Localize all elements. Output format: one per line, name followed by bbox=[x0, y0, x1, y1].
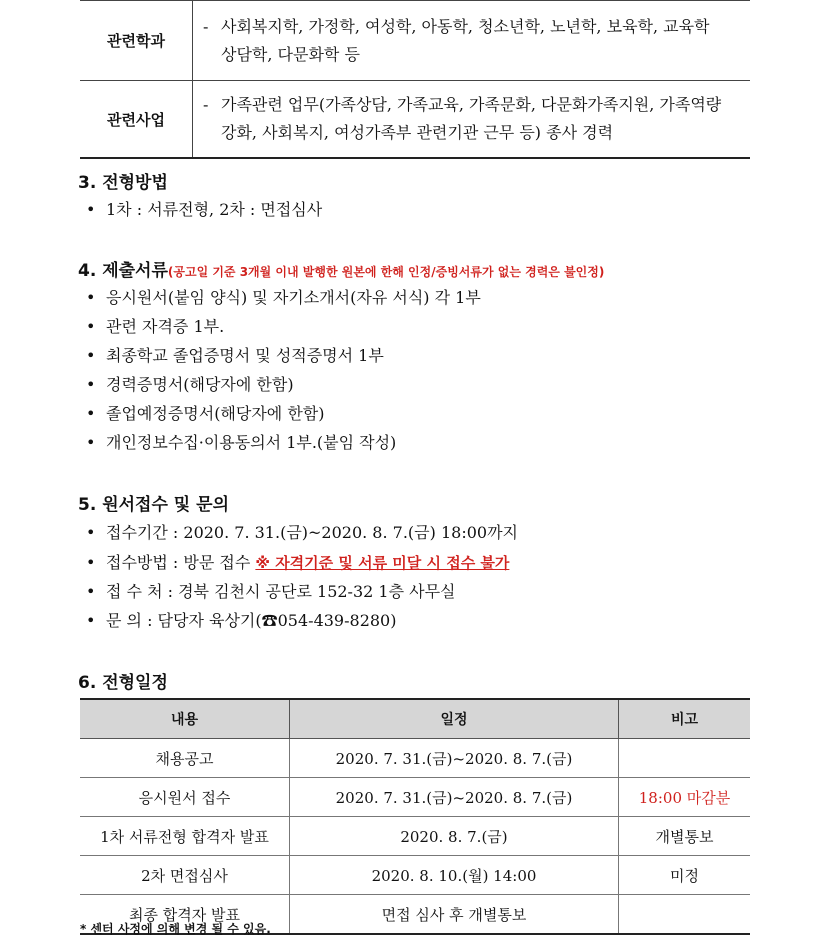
list-item-period: • 접수기간 : 2020. 7. 31.(금)~2020. 8. 7.(금) 18:00까지 bbox=[86, 523, 518, 542]
table-row bbox=[80, 739, 750, 778]
schedule-table bbox=[80, 698, 750, 935]
list-item: • 최종학교 졸업증명서 및 성적증명서 1부 bbox=[86, 346, 384, 365]
bullet-icon: • bbox=[86, 375, 96, 394]
bullet-icon: • bbox=[86, 553, 96, 572]
content-line bbox=[203, 91, 740, 119]
table-cell bbox=[619, 895, 751, 935]
table-cell: 미정 bbox=[619, 856, 751, 895]
content-line bbox=[203, 13, 740, 41]
content-text: 강화, 사회복지, 여성가족부 관련기관 근무 등) 종사 경력 bbox=[221, 123, 614, 142]
content-line bbox=[203, 41, 740, 69]
table-header-row bbox=[80, 699, 750, 739]
bullet-icon: • bbox=[86, 433, 96, 452]
table-cell: 2020. 8. 10.(월) 14:00 bbox=[290, 856, 619, 895]
table-cell: 채용공고 bbox=[80, 739, 290, 778]
table-cell: 18:00 마감분 bbox=[619, 778, 751, 817]
list-item: • 졸업예정증명서(해당자에 한함) bbox=[86, 404, 325, 423]
content-text: 사회복지학, 가정학, 여성학, 아동학, 청소년학, 노년학, 보육학, 교육학 bbox=[221, 16, 710, 36]
list-item: • 응시원서(붙임 양식) 및 자기소개서(자유 서식) 각 1부 bbox=[86, 288, 481, 307]
table-row bbox=[80, 81, 750, 159]
table-cell: 2020. 7. 31.(금)~2020. 8. 7.(금) bbox=[290, 739, 619, 778]
bullet-icon: • bbox=[86, 288, 96, 307]
table-cell: 2020. 8. 7.(금) bbox=[290, 817, 619, 856]
schedule-footnote: * 센터 사정에 의해 변경 될 수 있음. bbox=[80, 922, 271, 936]
row-content-related-work bbox=[193, 81, 751, 159]
table-cell: 최종 합격자 발표 bbox=[80, 895, 290, 935]
table-cell: 2020. 7. 31.(금)~2020. 8. 7.(금) bbox=[290, 778, 619, 817]
row-label-related-majors: 관련학과 bbox=[80, 1, 193, 81]
column-header: 일정 bbox=[290, 699, 619, 739]
content-text: 가족관련 업무(가족상담, 가족교육, 가족문화, 다문화가족지원, 가족역량 bbox=[221, 95, 722, 114]
bullet-icon: • bbox=[86, 523, 96, 542]
table-cell: 면접 심사 후 개별통보 bbox=[290, 895, 619, 935]
section-title-application: 5. 원서접수 및 문의 bbox=[78, 495, 229, 515]
list-item-place: • 접 수 처 : 경북 김천시 공단로 152-32 1층 사무실 bbox=[86, 582, 456, 601]
table-cell: 개별통보 bbox=[619, 817, 751, 856]
list-item: • 경력증명서(해당자에 한함) bbox=[86, 375, 294, 394]
bullet-icon: • bbox=[86, 317, 96, 336]
list-item-contact: • 문 의 : 담당자 육상기(☎054-439-8280) bbox=[86, 611, 397, 630]
list-item: • 개인정보수집·이용동의서 1부.(붙임 작성) bbox=[86, 433, 397, 452]
list-item-method: • 접수방법 : 방문 접수 ※ 자격기준 및 서류 미달 시 접수 불가 bbox=[86, 553, 510, 572]
bullet-icon: • bbox=[86, 611, 96, 630]
dash-icon: - bbox=[203, 95, 209, 114]
bullet-icon: • bbox=[86, 404, 96, 423]
dash-icon: - bbox=[203, 16, 209, 36]
section-title-schedule: 6. 전형일정 bbox=[78, 673, 168, 693]
table-cell: 1차 서류전형 합격자 발표 bbox=[80, 817, 290, 856]
documents-note: (공고일 기준 3개월 이내 발행한 원본에 한해 인정/증빙서류가 없는 경력은 불인정) bbox=[167, 265, 605, 279]
content-text: 상담학, 다문화학 등 bbox=[221, 44, 360, 64]
list-item: • 1차 : 서류전형, 2차 : 면접심사 bbox=[86, 200, 323, 219]
table-cell: 응시원서 접수 bbox=[80, 778, 290, 817]
table-row bbox=[80, 1, 750, 81]
section-title-documents: 4. 제출서류(공고일 기준 3개월 이내 발행한 원본에 한해 인정/증빙서류가 없는 경력은 불인정) bbox=[78, 261, 605, 281]
table-cell bbox=[619, 739, 751, 778]
method-warning: ※ 자격기준 및 서류 미달 시 접수 불가 bbox=[255, 554, 510, 572]
content-line bbox=[203, 119, 740, 147]
bullet-icon: • bbox=[86, 582, 96, 601]
row-content-related-majors bbox=[193, 1, 751, 81]
qualification-table bbox=[80, 0, 750, 159]
table-row bbox=[80, 856, 750, 895]
list-item: • 관련 자격증 1부. bbox=[86, 317, 225, 336]
row-label-related-work: 관련사업 bbox=[80, 81, 193, 159]
bullet-icon: • bbox=[86, 200, 96, 219]
table-cell: 2차 면접심사 bbox=[80, 856, 290, 895]
column-header: 내용 bbox=[80, 699, 290, 739]
bullet-icon: • bbox=[86, 346, 96, 365]
column-header: 비고 bbox=[619, 699, 751, 739]
table-row bbox=[80, 778, 750, 817]
table-row bbox=[80, 817, 750, 856]
section-title-selection-method: 3. 전형방법 bbox=[78, 173, 168, 193]
